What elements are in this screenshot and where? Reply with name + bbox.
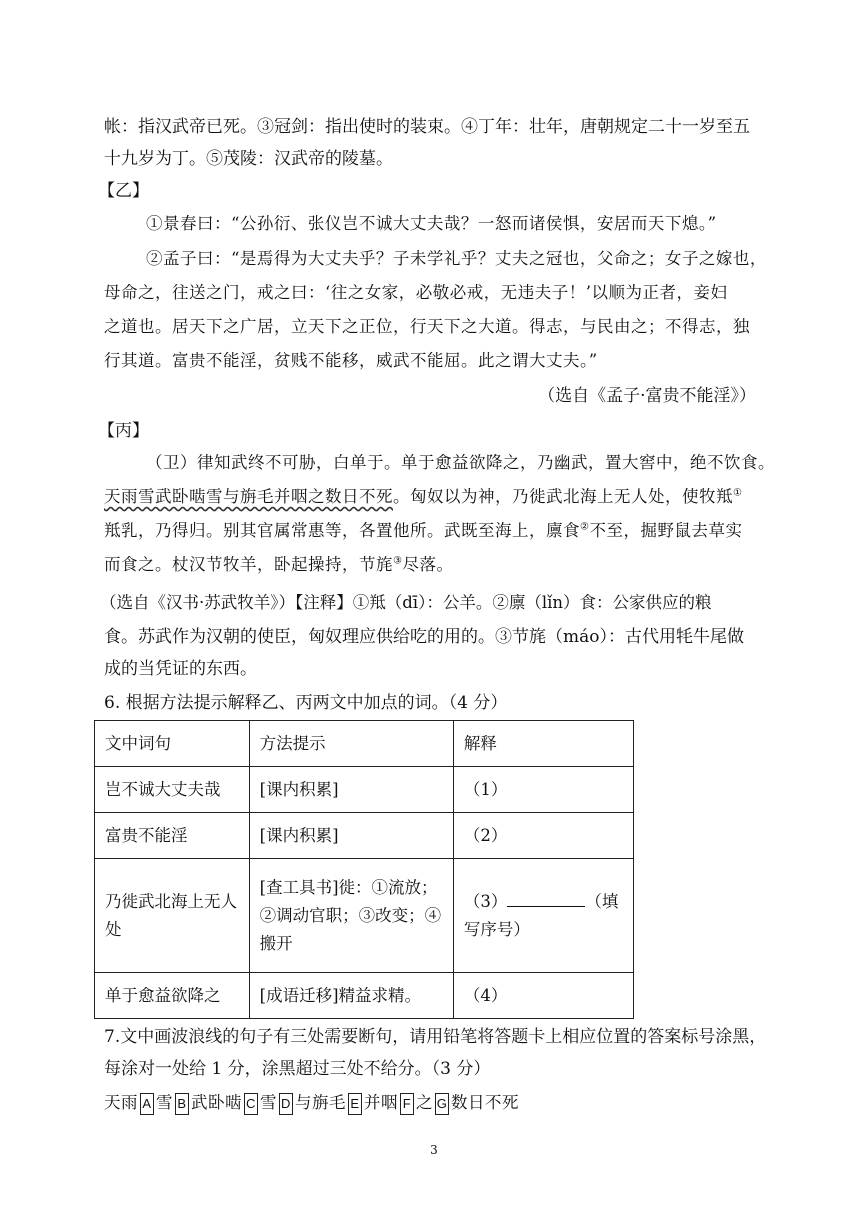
text-span: 不至，掘野鼠去草实 [589, 521, 743, 540]
source-citation: （选自《孟子·富贵不能淫》） [538, 386, 756, 406]
sentence-segment: 并咽 [364, 1093, 398, 1112]
q6-answer-table [94, 720, 634, 1019]
fill-blank[interactable] [507, 890, 585, 907]
table-cell: [成语迁移]精益求精。 [249, 973, 453, 1019]
question-7: 7.文中画波浪线的句子有三处需要断句，请用铅笔将答题卡上相应位置的答案标号涂黑， [104, 1027, 767, 1047]
question-7: 每涂对一处给 1 分，涂黑超过三处不给分。（3 分） [104, 1059, 491, 1079]
sentence-segment: 数日不死 [451, 1093, 519, 1112]
text-span: 。匈奴以为神，乃徙武北海上无人处，使牧羝 [393, 487, 733, 506]
table-cell: [课内积累] [249, 767, 453, 813]
answer-suffix: （填写序号） [463, 891, 619, 939]
table-cell: [课内积累] [249, 813, 453, 859]
sentence-segment: 雪 [156, 1093, 173, 1112]
text-line [104, 486, 764, 508]
text-line [104, 520, 764, 542]
text-line: 之道也。居天下之广居，立天下之正位，行天下之大道。得志，与民由之；不得志，独 [104, 317, 750, 336]
table-header-row [95, 721, 634, 767]
sentence-segment: 武卧啮 [191, 1093, 242, 1112]
answer-number: （3） [463, 891, 508, 911]
section-title-yi: 【乙】 [98, 181, 149, 201]
annotation-line: 成的当凭证的东西。 [104, 659, 257, 679]
table-cell: 岂不诚大丈夫哉 [95, 767, 250, 813]
page-number: 3 [430, 1143, 438, 1157]
wavy-underlined-sentence: 天雨雪武卧啮雪与旃毛并咽之数日不死 [104, 487, 393, 506]
answer-box-c[interactable]: C [244, 1093, 258, 1115]
footnote-mark: ② [580, 521, 590, 533]
sentence-segment: 天雨 [104, 1093, 138, 1112]
answer-cell[interactable]: （1） [453, 767, 633, 813]
answer-box-b[interactable]: B [175, 1093, 189, 1115]
table-row [95, 813, 634, 859]
table-cell: 乃徙武北海上无人处 [95, 859, 250, 973]
text-line: 帐：指汉武帝已死。③冠剑：指出使时的装束。④丁年：壮年，唐朝规定二十一岁至五 [104, 117, 750, 137]
text-line: ②孟子曰：“是焉得为大丈夫乎？子未学礼乎？丈夫之冠也，父命之；女子之嫁也， [146, 249, 767, 268]
answer-cell[interactable]: （2） [453, 813, 633, 859]
answer-box-d[interactable]: D [279, 1093, 293, 1115]
text-span: 而食之。杖汉节牧羊，卧起操持，节旄 [104, 555, 393, 574]
answer-box-a[interactable]: A [140, 1093, 154, 1115]
text-line: 母命之，往送之门，戒之曰：‘往之女家，必敬必戒，无违夫子！’以顺为正者，妾妇 [104, 283, 728, 302]
sentence-segment: 与旃毛 [295, 1093, 346, 1112]
q7-sentence [104, 1092, 764, 1115]
table-cell: 富贵不能淫 [95, 813, 250, 859]
question-6: 6. 根据方法提示解释乙、丙两文中加点的词。（4 分） [104, 693, 508, 713]
text-line: ①景春曰：“公孙衍、张仪岂不诚大丈夫哉？一怒而诸侯惧，安居而天下熄。” [146, 214, 717, 233]
annotation-line: （选自《汉书·苏武牧羊》）【注释】①羝（dī）：公羊。②廪（lǐn）食：公家供应的粮 [100, 593, 712, 612]
text-line: 十九岁为丁。⑤茂陵：汉武帝的陵墓。 [104, 149, 393, 169]
table-row [95, 859, 634, 973]
answer-box-e[interactable]: E [348, 1093, 362, 1115]
sentence-segment: 雪 [260, 1093, 277, 1112]
table-row [95, 767, 634, 813]
table-header: 解释 [453, 721, 633, 767]
answer-box-g[interactable]: G [435, 1093, 449, 1115]
table-header: 方法提示 [249, 721, 453, 767]
annotation-line: 食。苏武作为汉朝的使臣，匈奴理应供给吃的用的。③节旄（máo）：古代用牦牛尾做 [104, 627, 744, 647]
table-cell: 单于愈益欲降之 [95, 973, 250, 1019]
text-line: 行其道。富贵不能淫，贫贱不能移，威武不能屈。此之谓大丈夫。” [104, 351, 598, 370]
sentence-segment: 之 [416, 1093, 433, 1112]
footnote-mark: ③ [393, 555, 403, 567]
text-span: 羝乳，乃得归。别其官属常惠等，各置他所。武既至海上，廪食 [104, 521, 580, 540]
footnote-mark: ① [733, 487, 743, 499]
text-line: （卫）律知武终不可胁，白单于。单于愈益欲降之，乃幽武，置大窖中，绝不饮食。 [146, 453, 775, 472]
table-cell: [查工具书]徙：①流放；②调动官职；③改变；④搬开 [249, 859, 453, 973]
table-row [95, 973, 634, 1019]
answer-cell[interactable] [453, 859, 633, 973]
table-header: 文中词句 [95, 721, 250, 767]
answer-box-f[interactable]: F [400, 1093, 414, 1115]
text-line [104, 554, 764, 576]
text-span: 尽落。 [402, 555, 454, 574]
answer-cell[interactable]: （4） [453, 973, 633, 1019]
section-title-bing: 【丙】 [98, 421, 149, 441]
